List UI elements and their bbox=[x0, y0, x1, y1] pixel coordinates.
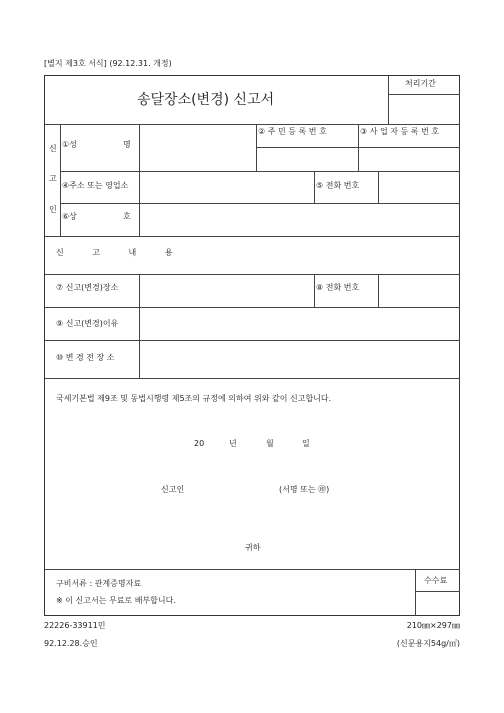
report-content-label: 신 고 내 용 bbox=[56, 248, 186, 257]
date-year-unit: 년 bbox=[229, 439, 237, 448]
phone-label-1: ⑤ 전화 번호 bbox=[316, 181, 360, 190]
processing-period-label: 처리기간 bbox=[405, 79, 436, 88]
report-form bbox=[44, 75, 460, 616]
footer-paper: (신문용지54g/㎡) bbox=[396, 639, 460, 648]
report-place-label: ⑦ 신고(변경)장소 bbox=[56, 283, 119, 292]
form-title: 송달장소(변경) 신고서 bbox=[137, 92, 275, 108]
declaration-text: 국세기본법 제9조 및 동법시행령 제5조의 규정에 의하여 위와 같이 신고합니다. bbox=[56, 394, 332, 403]
footer-code: 22226-33911민 bbox=[44, 621, 106, 630]
required-docs: 구비서류 : 관계증명자료 bbox=[56, 579, 142, 588]
footer-size: 210㎜×297㎜ bbox=[406, 621, 460, 630]
reporter-label-2: 고 bbox=[49, 174, 57, 183]
free-distribution-note: ※ 이 신고서는 무료로 배부합니다. bbox=[56, 596, 176, 605]
date-year: 20 bbox=[194, 439, 205, 448]
phone-label-2: ⑧ 전화 번호 bbox=[316, 283, 360, 292]
pre-change-place-label: ⑩ 변 경 전 장 소 bbox=[56, 353, 115, 362]
report-reason-label: ⑨ 신고(변경)이유 bbox=[56, 319, 119, 328]
resident-no-label: ② 주 민 등 록 번 호 bbox=[258, 127, 327, 136]
reporter-signature-label: 신고인 bbox=[161, 485, 185, 494]
form-number: [별지 제3호 서식] (92.12.31. 개정) bbox=[44, 59, 172, 68]
signature-or-seal: (서명 또는 ㊞) bbox=[279, 485, 330, 494]
addressee-label: 귀하 bbox=[245, 543, 261, 552]
trade-name-label: ⑥상 bbox=[62, 212, 77, 221]
date-month-unit: 월 bbox=[266, 439, 274, 448]
reporter-label-3: 인 bbox=[49, 205, 57, 214]
fee-label: 수수료 bbox=[424, 576, 448, 585]
business-no-label: ③ 사 업 자 등 록 번 호 bbox=[360, 127, 440, 136]
address-label: ④주소 또는 영업소 bbox=[62, 181, 129, 190]
trade-name-suffix: 호 bbox=[123, 212, 131, 221]
reporter-label-1: 신 bbox=[49, 144, 57, 153]
name-label: ①성 bbox=[62, 140, 77, 149]
name-label-suffix: 명 bbox=[123, 140, 131, 149]
footer-approval: 92.12.28.승인 bbox=[44, 639, 98, 648]
date-day-unit: 일 bbox=[302, 439, 310, 448]
